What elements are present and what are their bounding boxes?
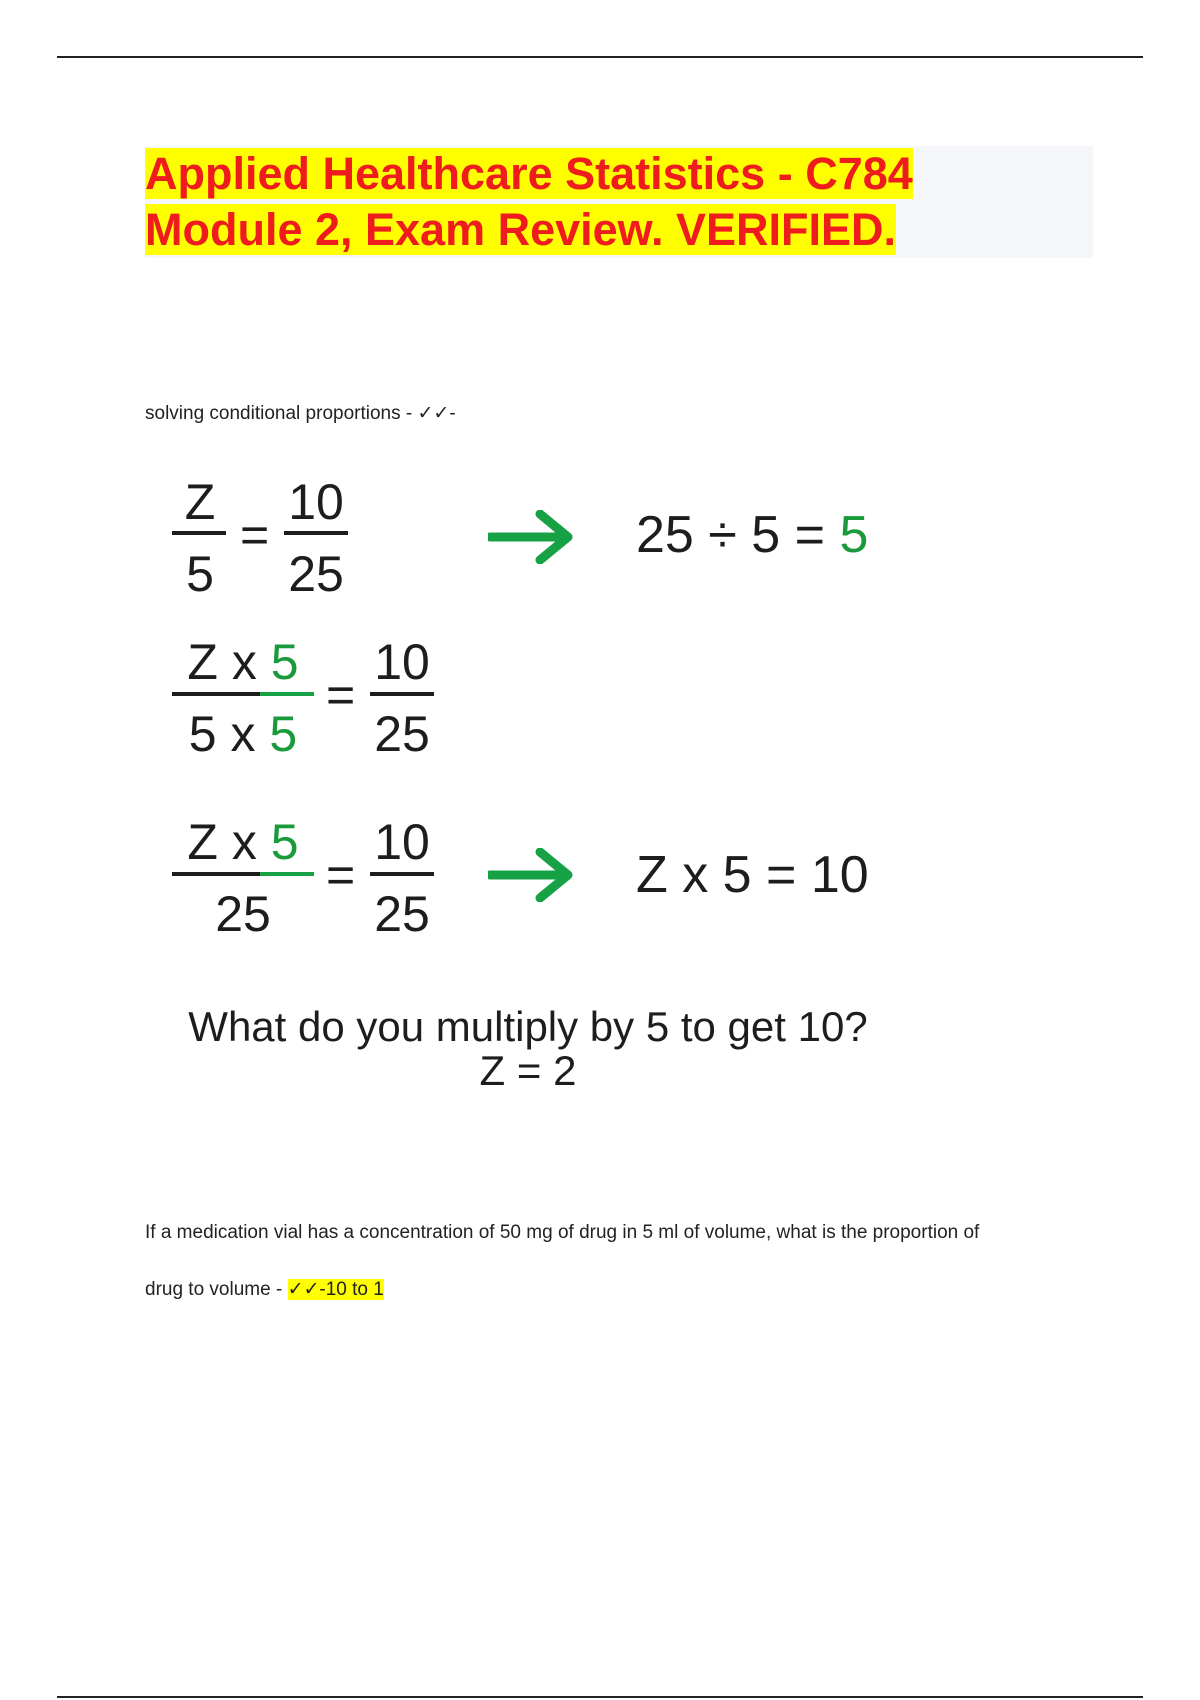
numerator: Z: [184, 474, 216, 530]
numerator-multiplier: 5: [270, 814, 299, 870]
question-1-text: solving conditional proportions - ✓✓-: [145, 403, 456, 424]
result-z-x-5: Z x 5 = 10: [636, 846, 869, 904]
denominator: 25: [288, 546, 344, 602]
fraction-zx5-over-5x5: [168, 632, 318, 764]
denominator: 25: [215, 886, 271, 942]
fraction-bar-highlight: [260, 872, 314, 876]
numerator: [168, 632, 318, 692]
numerator-multiplier: 5: [270, 634, 299, 690]
denominator: 25: [374, 886, 430, 942]
fraction-bar: [370, 692, 434, 696]
result-value: 5: [839, 506, 869, 564]
denominator: 5: [186, 546, 214, 602]
denominator: 25: [374, 706, 430, 762]
title-line-2: Module 2, Exam Review. VERIFIED.: [145, 204, 897, 255]
figure-question: [168, 1005, 888, 1093]
fraction-10-over-25: [366, 812, 438, 944]
fraction-bar: [172, 531, 226, 535]
title-line-1: Applied Healthcare Statistics - C784: [145, 148, 913, 199]
numerator: 10: [374, 814, 430, 870]
fraction-10-over-25: [366, 632, 438, 764]
document-title: [145, 146, 913, 258]
fraction-bar: [370, 872, 434, 876]
numerator-base: Z x: [187, 634, 271, 690]
result-25-div-5: [636, 505, 868, 565]
fraction-zx5-over-25: [168, 812, 318, 944]
question-line: What do you multiply by 5 to get 10?: [188, 1003, 868, 1050]
fraction-bar: [172, 872, 314, 876]
fraction-bar: [284, 531, 348, 535]
right-arrow-icon: [488, 848, 576, 902]
footer-rule: [57, 1696, 1143, 1698]
right-arrow-icon: [488, 510, 576, 564]
denominator: [168, 704, 318, 764]
denominator-base: 5 x: [188, 706, 270, 762]
numerator-base: Z x: [187, 814, 271, 870]
equals-sign: =: [326, 847, 356, 903]
answer-line: Z = 2: [479, 1047, 577, 1094]
fraction-z-over-5: [170, 472, 230, 604]
numerator: 10: [374, 634, 430, 690]
fraction-bar: [172, 692, 314, 696]
fraction-10-over-25: [280, 472, 352, 604]
question-2-continued: [145, 1278, 384, 1301]
numerator: [168, 812, 318, 872]
denominator-multiplier: 5: [269, 706, 298, 762]
question-2-text: If a medication vial has a concentration of 50 mg of drug in 5 ml of volume, what is the proportion of: [145, 1222, 980, 1243]
equals-sign: =: [240, 507, 270, 563]
result-expression: 25 ÷ 5 =: [636, 506, 840, 564]
header-rule: [57, 56, 1143, 58]
numerator: 10: [288, 474, 344, 530]
equals-sign: =: [326, 667, 356, 723]
question-2-prefix: drug to volume -: [145, 1279, 288, 1300]
fraction-bar-highlight: [260, 692, 314, 696]
question-2-answer: ✓✓-10 to 1: [287, 1279, 384, 1300]
